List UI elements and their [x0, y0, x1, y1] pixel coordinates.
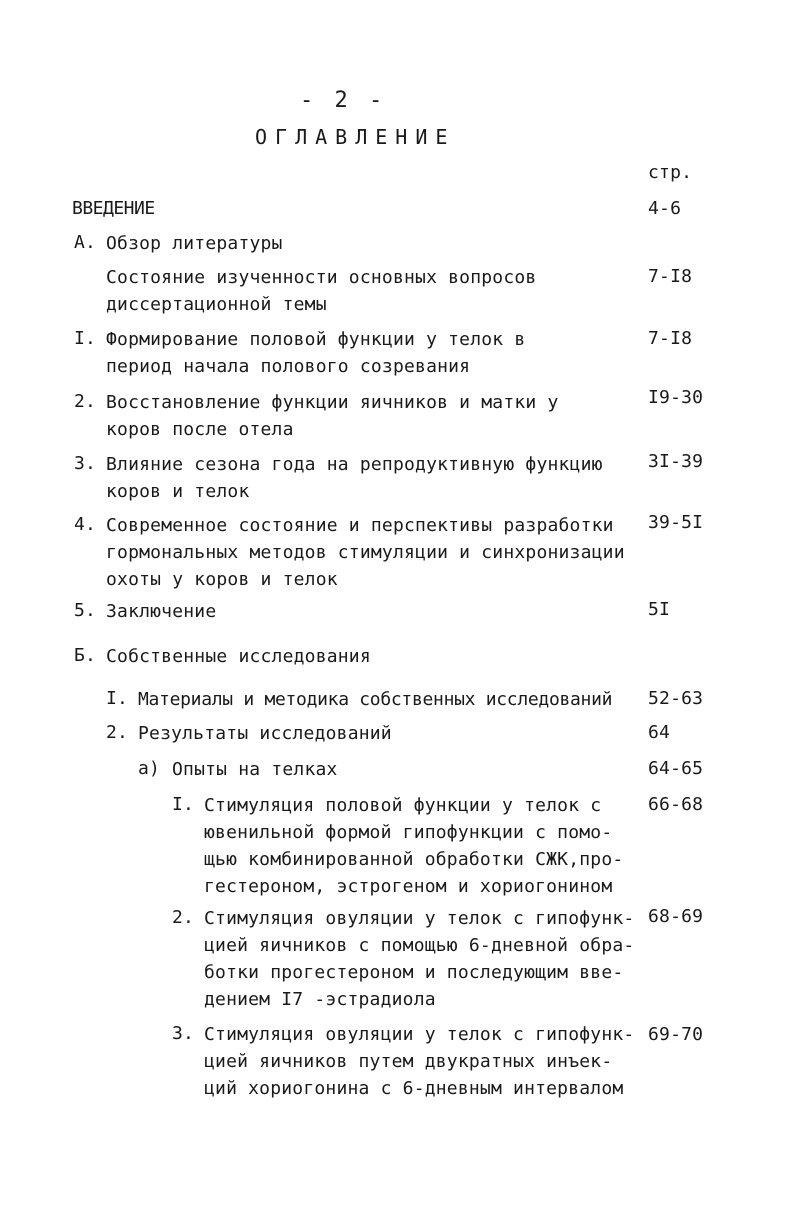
- toc-a5-pages: 5I: [648, 599, 671, 620]
- toc-b2a2-number: 2.: [172, 907, 195, 928]
- toc-b2a-pages: 64-65: [648, 758, 704, 779]
- toc-b2a1-line1: Стимуляция половой функции у телок с: [204, 795, 602, 816]
- toc-a1-line1: Формирование половой функции у телок в: [106, 329, 526, 350]
- toc-b2-number: 2.: [106, 722, 129, 743]
- toc-a2-number: 2.: [74, 391, 97, 412]
- toc-a5-text: Заключение: [106, 601, 217, 622]
- toc-b2a1-pages: 66-68: [648, 794, 704, 815]
- page-title: ОГЛАВЛЕНИЕ: [255, 125, 456, 149]
- toc-a1-line2: период начала полового созревания: [106, 356, 471, 377]
- toc-a3-pages: 3I-39: [648, 451, 704, 472]
- toc-b2a-number: а): [138, 758, 161, 779]
- toc-a-text: Обзор литературы: [106, 233, 283, 254]
- toc-b2a2-pages: 68-69: [648, 906, 704, 927]
- toc-a3-number: 3.: [74, 453, 97, 474]
- toc-a-sub-pages: 7-I8: [648, 266, 693, 287]
- toc-b1-text: Материалы и методика собственных исследований: [138, 689, 613, 710]
- toc-b2a1-line3: щью комбинированной обработки СЖК,про-: [204, 849, 624, 870]
- toc-a4-line1: Современное состояние и перспективы разработки: [106, 515, 614, 536]
- toc-b2-text: Результаты исследований: [138, 723, 392, 744]
- toc-a2-line1: Восстановление функции яичников и матки у: [106, 392, 559, 413]
- toc-b2a2-line2: цией яичников с помощью 6-дневной обра-: [204, 935, 635, 956]
- toc-a-number: А.: [74, 232, 97, 253]
- toc-b2a3-number: 3.: [172, 1023, 195, 1044]
- toc-a-sub-line1: Состояние изученности основных вопросов: [106, 267, 537, 288]
- toc-a4-line2: гормональных методов стимуляции и синхронизации: [106, 542, 625, 563]
- toc-b2a3-line2: цией яичников путем двукратных инъек-: [204, 1051, 613, 1072]
- toc-b2a3-line3: ций хориогонина с 6-дневным интервалом: [204, 1078, 624, 1099]
- toc-b2a2-line4: дением I7 -эстрадиола: [204, 989, 436, 1010]
- toc-a3-line1: Влияние сезона года на репродуктивную функцию: [106, 454, 603, 475]
- toc-a2-pages: I9-30: [648, 387, 704, 408]
- toc-a3-line2: коров и телок: [106, 481, 250, 502]
- toc-b2a-text: Опыты на телках: [172, 759, 338, 780]
- toc-b2a1-number: I.: [172, 794, 195, 815]
- toc-a4-pages: 39-5I: [648, 512, 704, 533]
- toc-b2a1-line4: гестероном, эстрогеном и хориогонином: [204, 876, 613, 897]
- toc-b2a1-line2: ювенильной формой гипофункции с помо-: [204, 822, 613, 843]
- pages-column-label: стр.: [648, 162, 693, 183]
- toc-b2-pages: 64: [648, 722, 671, 743]
- toc-a5-number: 5.: [74, 600, 97, 621]
- toc-a4-number: 4.: [74, 514, 97, 535]
- page-number: - 2 -: [300, 88, 387, 113]
- toc-b2a2-line3: ботки прогестероном и последующим вве-: [204, 962, 624, 983]
- toc-a4-line3: охоты у коров и телок: [106, 569, 338, 590]
- toc-a-sub-line2: диссертационной темы: [106, 294, 327, 315]
- toc-intro-pages: 4-6: [648, 198, 682, 219]
- toc-a1-pages: 7-I8: [648, 328, 693, 349]
- toc-b2a3-pages: 69-70: [648, 1024, 704, 1045]
- toc-a1-number: I.: [74, 328, 97, 349]
- toc-b2a3-line1: Стимуляция овуляции у телок с гипофунк-: [204, 1024, 635, 1045]
- toc-b-text: Собственные исследования: [106, 646, 371, 667]
- toc-a2-line2: коров после отела: [106, 419, 294, 440]
- toc-b1-number: I.: [106, 688, 129, 709]
- toc-b-number: Б.: [74, 645, 97, 666]
- toc-b1-pages: 52-63: [648, 688, 704, 709]
- toc-b2a2-line1: Стимуляция овуляции у телок с гипофунк-: [204, 908, 635, 929]
- toc-intro-text: ВВЕДЕНИЕ: [72, 198, 155, 219]
